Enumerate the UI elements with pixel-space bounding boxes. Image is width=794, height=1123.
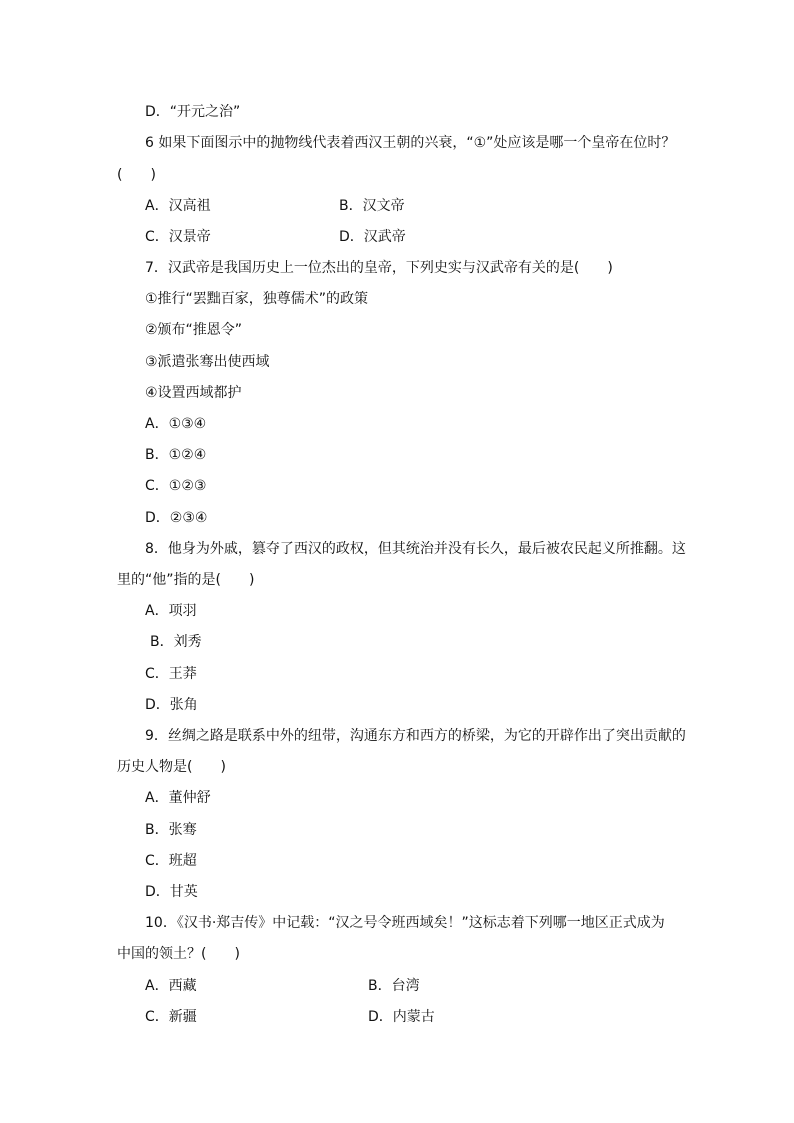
question-8-option-c: C．王莽 <box>145 666 197 682</box>
question-8-stem-cont: 里的“他”指的是( ) <box>117 572 255 588</box>
question-10-option-b: B．台湾 <box>368 978 420 994</box>
question-10-stem-cont: 中国的领土？( ) <box>117 946 240 962</box>
question-6-option-c: C．汉景帝 <box>145 229 211 245</box>
question-7-item-1: ①推行“罢黜百家，独尊儒术”的政策 <box>145 291 369 307</box>
question-6-option-d: D．汉武帝 <box>339 229 406 245</box>
question-10-option-d: D．内蒙古 <box>368 1009 435 1025</box>
question-8-option-b: B．刘秀 <box>150 634 202 650</box>
question-9-option-b: B．张骞 <box>145 822 197 838</box>
question-7-item-4: ④设置西域都护 <box>145 385 242 401</box>
question-7-item-2: ②颁布“推恩令” <box>145 322 243 338</box>
question-9-stem-cont: 历史人物是( ) <box>117 759 226 775</box>
question-7-option-c: C．①②③ <box>145 478 207 494</box>
question-9-option-d: D．甘英 <box>145 884 198 900</box>
question-7-option-d: D．②③④ <box>145 510 208 526</box>
question-6-option-b: B．汉文帝 <box>339 198 405 214</box>
question-6-answer-blank: ( ) <box>117 167 156 183</box>
question-6-stem: 6 如果下面图示中的抛物线代表着西汉王朝的兴衰，“①”处应该是哪一个皇帝在位时？ <box>145 135 676 151</box>
question-10-stem: 10．《汉书·郑吉传》中记载：“汉之号令班西域矣！”这标志着下列哪一地区正式成为 <box>145 915 665 931</box>
question-7-item-3: ③派遣张骞出使西域 <box>145 354 270 370</box>
option-d-kaiyuan: D．“开元之治” <box>145 104 241 120</box>
question-9-stem: 9．丝绸之路是联系中外的纽带，沟通东方和西方的桥梁，为它的开辟作出了突出贡献的 <box>145 728 686 744</box>
question-9-option-a: A．董仲舒 <box>145 790 211 806</box>
question-10-option-c: C．新疆 <box>145 1009 197 1025</box>
question-7-option-a: A．①③④ <box>145 416 207 432</box>
question-9-option-c: C．班超 <box>145 853 197 869</box>
question-8-stem: 8．他身为外戚，篡夺了西汉的政权，但其统治并没有长久，最后被农民起义所推翻。这 <box>145 541 686 557</box>
question-6-option-a: A．汉高祖 <box>145 198 211 214</box>
question-7-option-b: B．①②④ <box>145 447 207 463</box>
question-8-option-a: A．项羽 <box>145 603 197 619</box>
question-10-option-a: A．西藏 <box>145 978 197 994</box>
question-7-stem: 7．汉武帝是我国历史上一位杰出的皇帝，下列史实与汉武帝有关的是( ) <box>145 260 613 276</box>
question-8-option-d: D．张角 <box>145 697 198 713</box>
